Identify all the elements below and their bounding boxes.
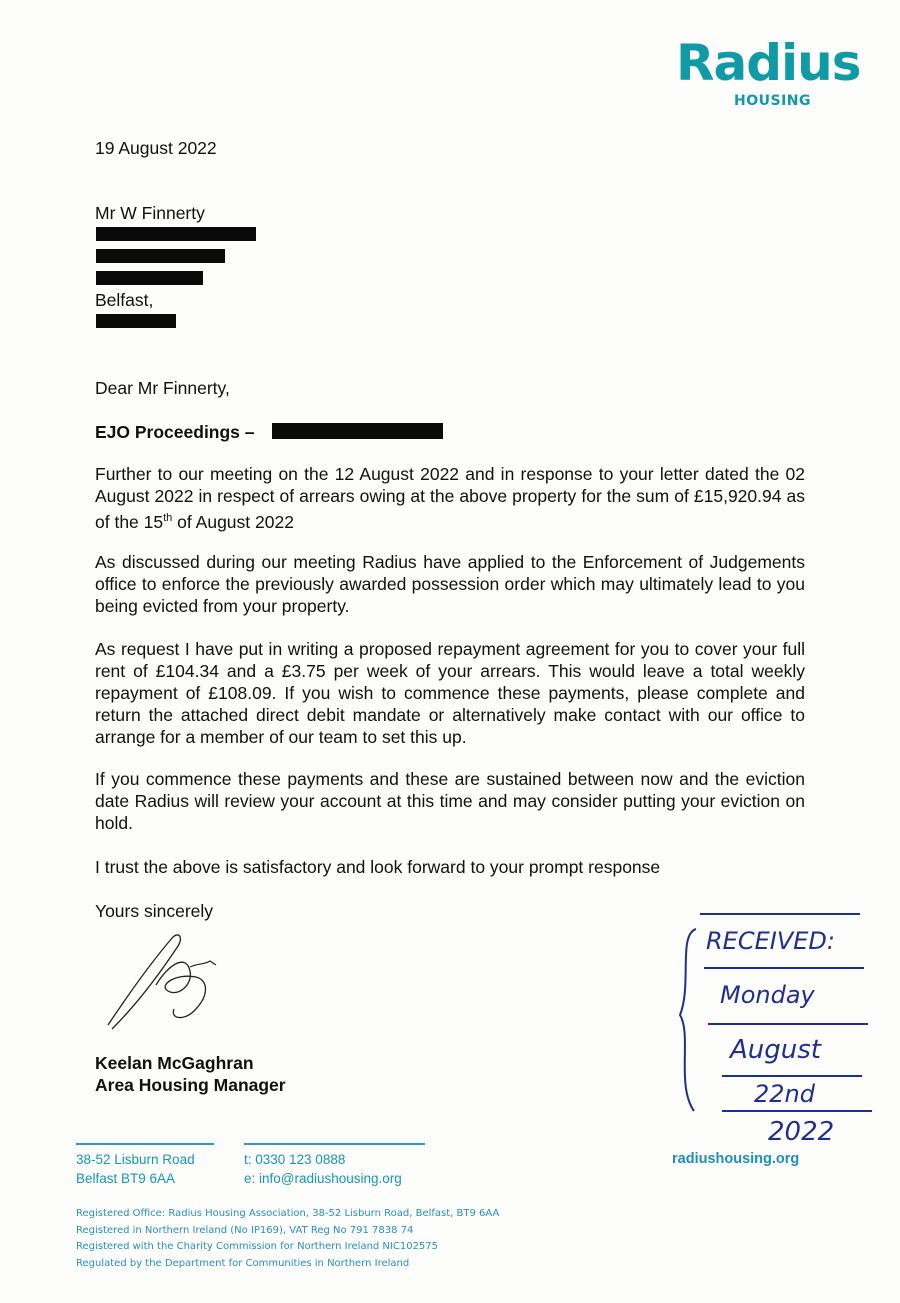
footer-address-line-2: Belfast BT9 6AA xyxy=(76,1171,176,1186)
footer-address-line-1: 38-52 Lisburn Road xyxy=(76,1152,195,1167)
salutation: Dear Mr Finnerty, xyxy=(95,378,230,398)
note-rule-1 xyxy=(704,967,864,969)
redacted-postcode xyxy=(96,314,176,328)
closing: Yours sincerely xyxy=(95,901,214,921)
note-date: 22nd xyxy=(754,1080,815,1108)
redacted-property-reference xyxy=(272,423,443,439)
note-rule-3 xyxy=(722,1075,862,1077)
redacted-address-line-2 xyxy=(96,249,225,263)
footer-email[interactable]: e: info@radiushousing.org xyxy=(244,1171,402,1186)
legal-line-office: Registered Office: Radius Housing Association, 38-52 Lisburn Road, Belfast, BT9 6AA xyxy=(76,1208,500,1219)
subject-line: EJO Proceedings – xyxy=(95,422,255,442)
note-month: August xyxy=(730,1035,821,1065)
footer-legal xyxy=(76,1206,499,1272)
redacted-address-line-1 xyxy=(96,227,256,241)
note-rule-4 xyxy=(722,1110,872,1112)
note-rule-2 xyxy=(708,1023,868,1025)
recipient-name: Mr W Finnerty xyxy=(95,203,205,223)
paragraph-arrears xyxy=(95,463,805,533)
recipient-city: Belfast, xyxy=(95,290,154,310)
radius-logo-wordmark: Radius xyxy=(676,34,861,92)
note-received: RECEIVED: xyxy=(706,927,835,955)
letter-date: 19 August 2022 xyxy=(95,138,217,158)
paragraph-enforcement: As discussed during our meeting Radius have applied to the Enforcement of Judgements office to enforce the previously awarded possession order which may ultimately lead to you being evicted from your property. xyxy=(95,552,805,616)
paragraph-eviction-review: If you commence these payments and these are sustained between now and the eviction date Radius will review your account at this time and may consider putting your eviction on hold. xyxy=(95,769,805,833)
note-rule-top xyxy=(700,913,860,915)
paragraph-arrears-text: Further to our meeting on the 12 August 2022 and in response to your letter dated the 02 August 2022 in respect of arrears owing at the above property for the sum of £15,920.94 as of the 15 xyxy=(95,464,805,532)
handwritten-signature xyxy=(98,925,228,1040)
legal-line-registration: Registered in Northern Ireland (No IP169), VAT Reg No 791 7838 74 xyxy=(76,1224,414,1236)
signatory-name: Keelan McGaghran xyxy=(95,1053,254,1073)
paragraph-repayment: As request I have put in writing a proposed repayment agreement for you to cover your full rent of £104.34 and a £3.75 per week of your arrears. This would leave a total weekly repayment of £108.09. If you wish to commence these payments, please complete and return the attached direct debit mandate or alternatively make contact with our office to arrange for a member of our team to set this up. xyxy=(95,639,805,747)
note-day: Monday xyxy=(720,981,815,1009)
footer-address xyxy=(76,1150,195,1188)
footer-website[interactable]: radiushousing.org xyxy=(672,1151,800,1167)
redacted-address-line-3 xyxy=(96,271,203,285)
curly-brace xyxy=(668,925,708,1115)
footer-rule-address xyxy=(76,1143,214,1145)
signatory-title: Area Housing Manager xyxy=(95,1075,286,1095)
footer-rule-contact xyxy=(244,1143,425,1145)
handwritten-received-note xyxy=(668,905,888,1155)
legal-line-regulator: Regulated by the Department for Communities in Northern Ireland xyxy=(76,1257,410,1269)
footer-phone: t: 0330 123 0888 xyxy=(244,1152,346,1167)
paragraph-arrears-end: of August 2022 xyxy=(172,511,294,532)
ordinal-suffix: th xyxy=(163,512,173,524)
note-year: 2022 xyxy=(768,1117,835,1147)
paragraph-closing-remark: I trust the above is satisfactory and look forward to your prompt response xyxy=(95,857,661,877)
legal-line-charity: Registered with the Charity Commission for Northern Ireland NIC102575 xyxy=(76,1241,439,1252)
footer-contact xyxy=(244,1150,402,1188)
radius-logo-subtitle: HOUSING xyxy=(734,93,811,109)
